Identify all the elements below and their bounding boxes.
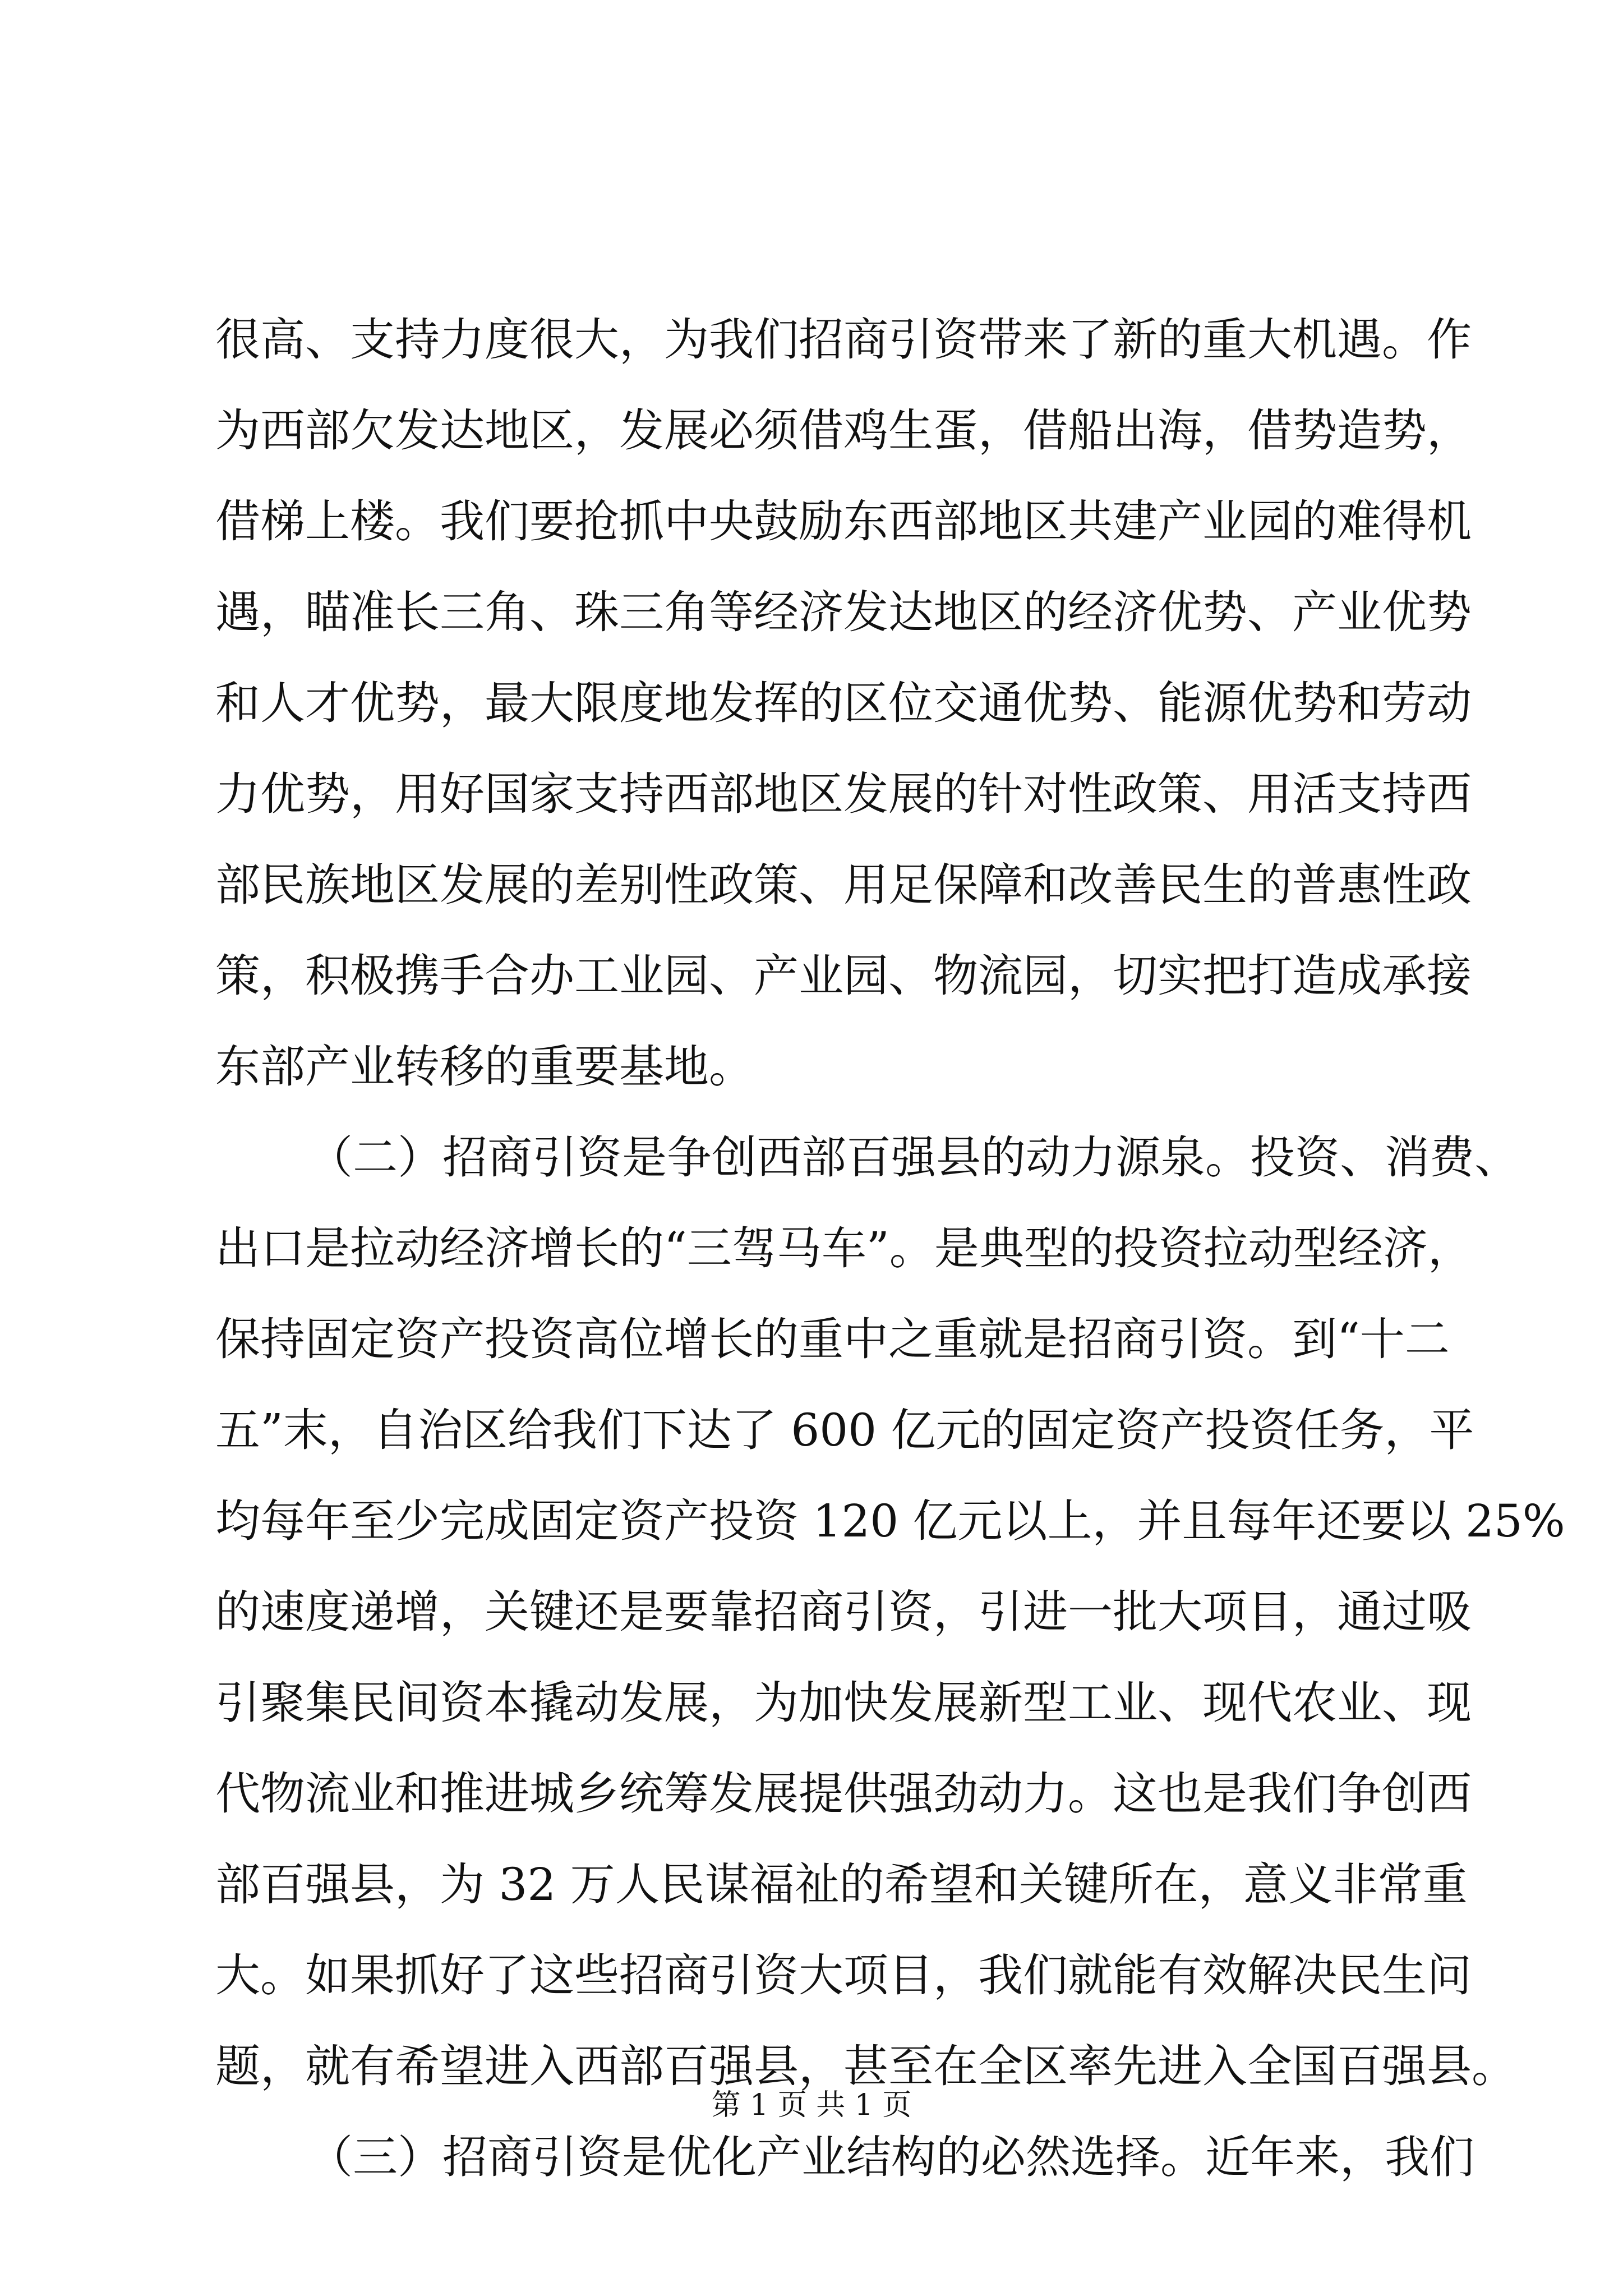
text-line: 大。如果抓好了这些招商引资大项目，我们就能有效解决民生问 <box>215 1949 1472 2001</box>
text-line: 很高、支持力度很大，为我们招商引资带来了新的重大机遇。作 <box>215 314 1472 366</box>
text-line: （三）招商引资是优化产业结构的必然选择。近年来，我们 <box>308 2131 1474 2183</box>
text-line: 出口是拉动经济增长的“三驾马车”。是典型的投资拉动型经济， <box>215 1222 1473 1274</box>
text-line: 部民族地区发展的差别性政策、用足保障和改善民生的普惠性政 <box>215 859 1472 911</box>
text-line: 引聚集民间资本撬动发展，为加快发展新型工业、现代农业、现 <box>215 1677 1472 1729</box>
text-line: 部百强县，为 32 万人民谋福祉的希望和关键所在，意义非常重 <box>215 1858 1468 1911</box>
text-line: 策，积极携手合办工业园、产业园、物流园，切实把打造成承接 <box>215 950 1472 1002</box>
text-line: 的速度递增，关键还是要靠招商引资，引进一批大项目，通过吸 <box>215 1586 1472 1638</box>
text-line: 代物流业和推进城乡统筹发展提供强劲动力。这也是我们争创西 <box>215 1768 1472 1820</box>
body-text <box>215 295 1565 2203</box>
text-line: 五”末，自治区给我们下达了 600 亿元的固定资产投资任务，平 <box>215 1404 1474 1456</box>
text-line: 和人才优势，最大限度地发挥的区位交通优势、能源优势和劳动 <box>215 677 1472 729</box>
text-line: 东部产业转移的重要基地。 <box>215 1041 754 1093</box>
text-line: （二）招商引资是争创西部百强县的动力源泉。投资、消费、 <box>308 1131 1519 1184</box>
text-line: 借梯上楼。我们要抢抓中央鼓励东西部地区共建产业园的难得机 <box>215 495 1472 547</box>
text-line: 为西部欠发达地区，发展必须借鸡生蛋，借船出海，借势造势， <box>215 404 1472 457</box>
paragraph-2 <box>215 1112 1565 2112</box>
text-line: 保持固定资产投资高位增长的重中之重就是招商引资。到“十二 <box>215 1313 1450 1365</box>
page-footer: 第 1 页 共 1 页 <box>711 2088 912 2122</box>
text-line: 遇，瞄准长三角、珠三角等经济发达地区的经济优势、产业优势 <box>215 586 1472 638</box>
text-line: 力优势，用好国家支持西部地区发展的针对性政策、用活支持西 <box>215 768 1472 820</box>
paragraph-3 <box>215 2112 1474 2203</box>
paragraph-1 <box>215 295 1472 1112</box>
text-line: 均每年至少完成固定资产投资 120 亿元以上，并且每年还要以 25% <box>215 1495 1565 1547</box>
text-line: 题，就有希望进入西部百强县，甚至在全区率先进入全国百强县。 <box>215 2040 1516 2092</box>
